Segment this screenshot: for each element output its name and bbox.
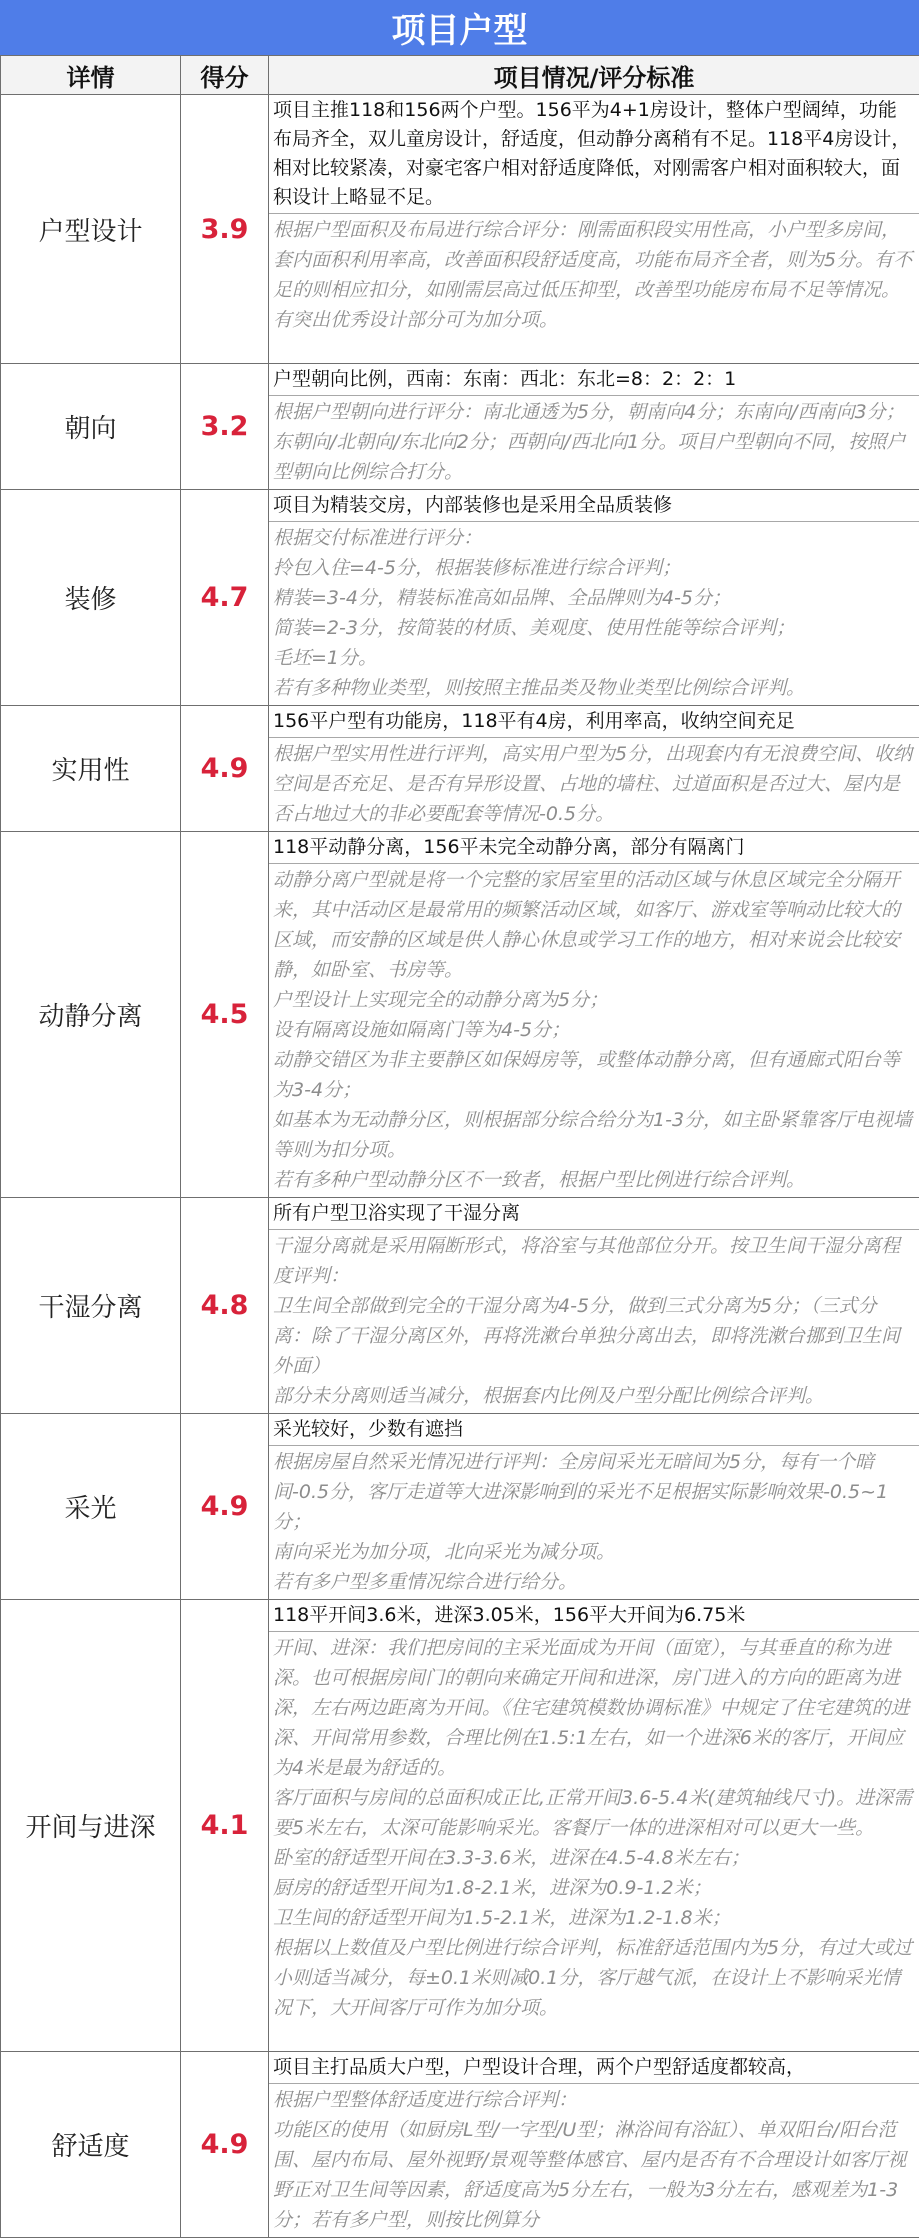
summary-line: 采光较好，少数有遮挡: [273, 1415, 913, 1444]
criteria-line: 根据房屋自然采光情况进行评判：全房间采光无暗间为5分，每有一个暗间-0.5分，客厅走道等大进深影响到的采光不足根据实际影响效果-0.5~1分；: [273, 1447, 913, 1537]
row-item-name: 户型设计: [1, 95, 181, 364]
scoring-criteria: [269, 1230, 919, 1413]
criteria-line: 根据户型朝向进行评分：南北通透为5分，朝南向4分；东南向/西南向3分；东朝向/北朝向/东北向2分；西朝向/西北向1分。项目户型朝向不同，按照户型朝向比例综合打分。: [273, 397, 913, 487]
row-detail: [269, 832, 919, 1198]
row-detail: [269, 1414, 919, 1600]
criteria-line: 南向采光为加分项，北向采光为减分项。: [273, 1537, 913, 1567]
project-summary: [269, 2052, 919, 2084]
criteria-line: 若有多种户型动静分区不一致者，根据户型比例进行综合评判。: [273, 1165, 913, 1195]
page-title: 项目户型: [0, 0, 919, 55]
criteria-line: 根据交付标准进行评分：: [273, 523, 913, 553]
row-detail: [269, 2052, 919, 2238]
row-score: 4.5: [181, 832, 269, 1198]
row-item-name: 开间与进深: [1, 1600, 181, 2052]
criteria-line: 若有多种物业类型，则按照主推品类及物业类型比例综合评判。: [273, 673, 913, 703]
criteria-line: 卫生间的舒适型开间为1.5-2.1米，进深为1.2-1.8米；: [273, 1903, 913, 1933]
scoring-criteria: [269, 2084, 919, 2237]
table-row: [1, 95, 919, 364]
criteria-line: 根据户型面积及布局进行综合评分：刚需面积段实用性高，小户型多房间，套内面积利用率高，改善面积段舒适度高，功能布局齐全者，则为5分。有不足的则相应扣分，如刚需层高过低压抑型，改善型功能房布局不足等情况。有突出优秀设计部分可为加分项。: [273, 215, 913, 335]
table-row: [1, 1198, 919, 1414]
row-item-name: 动静分离: [1, 832, 181, 1198]
project-summary: [269, 1198, 919, 1230]
row-item-name: 采光: [1, 1414, 181, 1600]
criteria-line: 开间、进深：我们把房间的主采光面成为开间（面宽），与其垂直的称为进深。也可根据房间门的朝向来确定开间和进深，房门进入的方向的距离为进深，左右两边距离为开间。《住宅建筑模数协调标准》中规定了住宅建筑的进深、开间常用参数，合理比例在1.5:1左右，如一个进深6米的客厅，开间应为4米是最为舒适的。: [273, 1633, 913, 1783]
table-row: [1, 364, 919, 490]
criteria-line: 根据户型实用性进行评判，高实用户型为5分，出现套内有无浪费空间、收纳空间是否充足、是否有异形设置、占地的墙柱、过道面积是否过大、屋内是否占地过大的非必要配套等情况-0.5分。: [273, 739, 913, 829]
row-detail: [269, 706, 919, 832]
project-summary: [269, 706, 919, 738]
summary-line: 118平开间3.6米，进深3.05米，156平大开间为6.75米: [273, 1601, 913, 1630]
criteria-line: 厨房的舒适型开间为1.8-2.1米，进深为0.9-1.2米；: [273, 1873, 913, 1903]
summary-line: 所有户型卫浴实现了干湿分离: [273, 1199, 913, 1228]
scoring-criteria: [269, 396, 919, 489]
row-item-name: 干湿分离: [1, 1198, 181, 1414]
row-item-name: 装修: [1, 490, 181, 706]
criteria-line: 功能区的使用（如厨房L型/一字型/U型；淋浴间有浴缸）、单双阳台/阳台范围、屋内布局、屋外视野/景观等整体感官、屋内是否有不合理设计如客厅视野正对卫生间等因素，舒适度高为5分左右，一般为3分左右，感观差为1-3分；若有多户型，则按比例算分: [273, 2115, 913, 2235]
criteria-line: 精装=3-4分，精装标准高如品牌、全品牌则为4-5分；: [273, 583, 913, 613]
table-row: [1, 832, 919, 1198]
row-detail: [269, 1600, 919, 2052]
table-row: [1, 1600, 919, 2052]
project-summary: [269, 1600, 919, 1632]
criteria-line: 卧室的舒适型开间在3.3-3.6米，进深在4.5-4.8米左右；: [273, 1843, 913, 1873]
scoring-criteria: [269, 1632, 919, 2025]
row-score: 4.9: [181, 2052, 269, 2238]
criteria-line: 若有多户型多重情况综合进行给分。: [273, 1567, 913, 1597]
criteria-line: 毛坯=1分。: [273, 643, 913, 673]
project-summary: [269, 95, 919, 214]
table-row: [1, 2052, 919, 2238]
header-item: 详情: [1, 56, 181, 95]
table-row: [1, 490, 919, 706]
row-item-name: 舒适度: [1, 2052, 181, 2238]
scoring-criteria: [269, 522, 919, 705]
scoring-criteria: [269, 738, 919, 831]
scoring-criteria: [269, 1446, 919, 1599]
project-summary: [269, 1414, 919, 1446]
row-detail: [269, 1198, 919, 1414]
evaluation-table: [0, 55, 919, 2238]
row-detail: [269, 95, 919, 364]
criteria-line: 户型设计上实现完全的动静分离为5分；: [273, 985, 913, 1015]
header-detail: 项目情况/评分标准: [269, 56, 919, 95]
criteria-line: 拎包入住=4-5分，根据装修标准进行综合评判；: [273, 553, 913, 583]
summary-line: 项目为精装交房，内部装修也是采用全品质装修: [273, 491, 913, 520]
project-summary: [269, 490, 919, 522]
criteria-line: 设有隔离设施如隔离门等为4-5分；: [273, 1015, 913, 1045]
header-score: 得分: [181, 56, 269, 95]
project-summary: [269, 832, 919, 864]
project-summary: [269, 364, 919, 396]
row-detail: [269, 490, 919, 706]
criteria-line: 根据户型整体舒适度进行综合评判：: [273, 2085, 913, 2115]
row-score: 4.7: [181, 490, 269, 706]
criteria-line: 客厅面积与房间的总面积成正比,正常开间3.6-5.4米(建筑轴线尺寸)。进深需要5米左右，太深可能影响采光。客餐厅一体的进深相对可以更大一些。: [273, 1783, 913, 1843]
summary-line: 户型朝向比例，西南：东南：西北：东北=8：2：2：1: [273, 365, 913, 394]
table-row: [1, 706, 919, 832]
summary-line: 156平户型有功能房，118平有4房，利用率高，收纳空间充足: [273, 707, 913, 736]
row-score: 3.2: [181, 364, 269, 490]
row-item-name: 朝向: [1, 364, 181, 490]
criteria-line: 简装=2-3分，按简装的材质、美观度、使用性能等综合评判；: [273, 613, 913, 643]
summary-line: 项目主推118和156两个户型。156平为4+1房设计，整体户型阔绰，功能布局齐全，双儿童房设计，舒适度，但动静分离稍有不足。118平4房设计，相对比较紧凑，对豪宅客户相对舒适度降低，对刚需客户相对面积较大，面积设计上略显不足。: [273, 96, 913, 212]
row-score: 4.9: [181, 706, 269, 832]
header-row: [1, 56, 919, 95]
row-detail: [269, 364, 919, 490]
row-score: 4.8: [181, 1198, 269, 1414]
scoring-criteria: [269, 864, 919, 1197]
row-score: 4.1: [181, 1600, 269, 2052]
table-row: [1, 1414, 919, 1600]
criteria-line: 部分未分离则适当减分，根据套内比例及户型分配比例综合评判。: [273, 1381, 913, 1411]
criteria-line: 根据以上数值及户型比例进行综合评判，标准舒适范围内为5分，有过大或过小则适当减分，每±0.1米则减0.1分，客厅越气派，在设计上不影响采光情况下，大开间客厅可作为加分项。: [273, 1933, 913, 2023]
criteria-line: 动静分离户型就是将一个完整的家居室里的活动区域与休息区域完全分隔开来，其中活动区是最常用的频繁活动区域，如客厅、游戏室等响动比较大的区域，而安静的区域是供人静心休息或学习工作的地方，相对来说会比较安静，如卧室、书房等。: [273, 865, 913, 985]
row-score: 3.9: [181, 95, 269, 364]
criteria-line: 动静交错区为非主要静区如保姆房等，或整体动静分离，但有通廊式阳台等为3-4分；: [273, 1045, 913, 1105]
scoring-criteria: [269, 214, 919, 337]
criteria-line: 卫生间全部做到完全的干湿分离为4-5分，做到三式分离为5分；（三式分离：除了干湿分离区外，再将洗漱台单独分离出去，即将洗漱台挪到卫生间外面）: [273, 1291, 913, 1381]
summary-line: 118平动静分离，156平未完全动静分离，部分有隔离门: [273, 833, 913, 862]
criteria-line: 如基本为无动静分区，则根据部分综合给分为1-3分，如主卧紧靠客厅电视墙等则为扣分项。: [273, 1105, 913, 1165]
criteria-line: 干湿分离就是采用隔断形式，将浴室与其他部位分开。按卫生间干湿分离程度评判：: [273, 1231, 913, 1291]
row-score: 4.9: [181, 1414, 269, 1600]
row-item-name: 实用性: [1, 706, 181, 832]
summary-line: 项目主打品质大户型，户型设计合理，两个户型舒适度都较高，: [273, 2053, 913, 2082]
